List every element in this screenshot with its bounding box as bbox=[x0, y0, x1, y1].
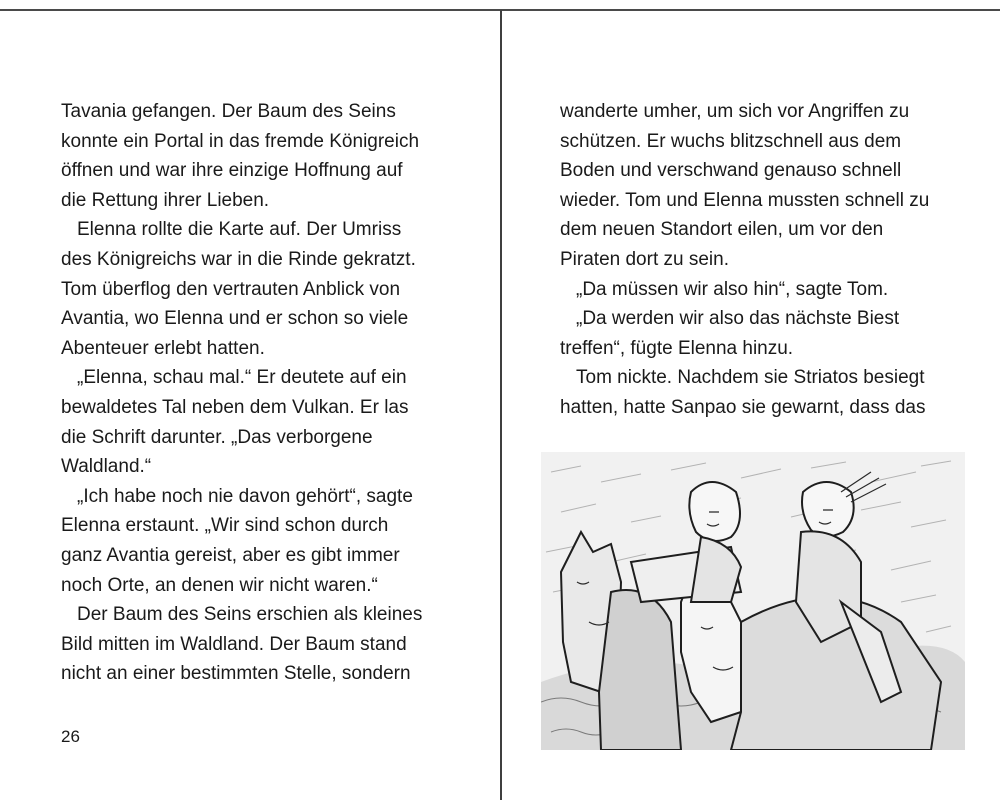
text-line: Boden und verschwand genauso schnell bbox=[560, 160, 902, 182]
text-line: hatten, hatte Sanpao sie gewarnt, dass das bbox=[560, 396, 926, 418]
text-line: ganz Avantia gereist, aber es gibt immer bbox=[61, 544, 400, 566]
text-line: Elenna rollte die Karte auf. Der Umriss bbox=[77, 219, 402, 241]
text-line: wanderte umher, um sich vor Angriffen zu bbox=[560, 101, 910, 122]
text-line: „Ich habe noch nie davon gehört“, sagte bbox=[77, 485, 413, 507]
text-line: „Elenna, schau mal.“ Er deutete auf ein bbox=[77, 367, 407, 389]
text-line: Bild mitten im Waldland. Der Baum stand bbox=[61, 633, 407, 655]
text-line: schützen. Er wuchs blitzschnell aus dem bbox=[560, 130, 902, 152]
illustration-drawing bbox=[541, 452, 965, 750]
text-line: „Da werden wir also das nächste Biest bbox=[576, 308, 900, 330]
text-line: Tavania gefangen. Der Baum des Seins bbox=[61, 101, 396, 122]
page-number: 26 bbox=[61, 727, 80, 746]
illustration-two-riders-on-horses bbox=[541, 452, 965, 750]
text-line: treffen“, fügte Elenna hinzu. bbox=[560, 337, 794, 359]
text-line: konnte ein Portal in das fremde Königreich bbox=[61, 130, 420, 152]
text-line: des Königreichs war in die Rinde gekratzt. bbox=[61, 248, 416, 270]
text-line: Tom überflog den vertrauten Anblick von bbox=[61, 278, 401, 300]
text-line: dem neuen Standort eilen, um vor den bbox=[560, 219, 884, 241]
text-line: Tom nickte. Nachdem sie Striatos besiegt bbox=[576, 367, 925, 389]
text-line: Avantia, wo Elenna und er schon so viele bbox=[61, 308, 409, 330]
text-line: wieder. Tom und Elenna mussten schnell zu bbox=[560, 189, 930, 211]
text-line: Abenteuer erlebt hatten. bbox=[61, 337, 265, 359]
text-line: bewaldetes Tal neben dem Vulkan. Er las bbox=[61, 396, 409, 418]
text-line: Der Baum des Seins erschien als kleines bbox=[77, 604, 423, 626]
text-line: die Rettung ihrer Lieben. bbox=[61, 189, 270, 211]
text-line: Piraten dort zu sein. bbox=[560, 248, 729, 270]
text-line: öffnen und war ihre einzige Hoffnung auf bbox=[61, 160, 403, 182]
text-line: die Schrift darunter. „Das verborgene bbox=[61, 426, 373, 448]
text-line: Elenna erstaunt. „Wir sind schon durch bbox=[61, 515, 389, 537]
right-page-text bbox=[560, 97, 955, 423]
text-line: noch Orte, an denen wir nicht waren.“ bbox=[61, 574, 378, 596]
text-line: nicht an einer bestimmten Stelle, sondern bbox=[61, 663, 411, 685]
text-line: „Da müssen wir also hin“, sagte Tom. bbox=[576, 278, 889, 300]
left-page-text bbox=[61, 97, 456, 689]
right-page bbox=[502, 0, 1000, 800]
text-line: Waldland.“ bbox=[61, 456, 152, 478]
